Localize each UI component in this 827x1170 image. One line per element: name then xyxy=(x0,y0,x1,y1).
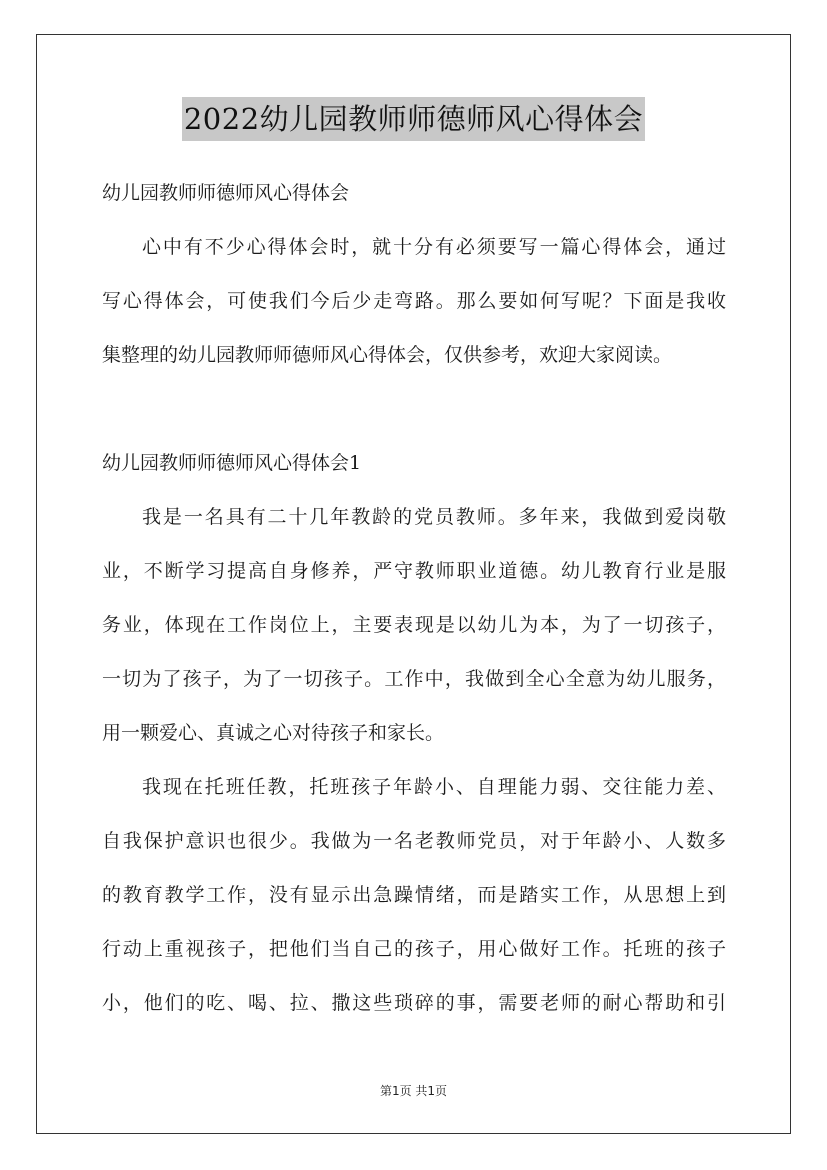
document-body xyxy=(102,170,726,1034)
para2-line: 行动上重视孩子，把他们当自己的孩子，用心做好工作。托班的孩子 xyxy=(102,938,726,960)
para1-line: 我是一名具有二十几年教龄的党员教师。多年来，我做到爱岗敬 xyxy=(142,506,726,528)
intro-line: 心中有不少心得体会时，就十分有必须要写一篇心得体会，通过 xyxy=(142,236,726,258)
page-title: 2022幼儿园教师师德师风心得体会 xyxy=(182,97,645,141)
para1-line: 一切为了孩子，为了一切孩子。工作中，我做到全心全意为幼儿服务， xyxy=(102,668,726,690)
para1-line: 业，不断学习提高自身修养，严守教师职业道德。幼儿教育行业是服 xyxy=(102,560,726,582)
para1-line: 用一颗爱心、真诚之心对待孩子和家长。 xyxy=(102,722,445,744)
page-footer: 第1页 共1页 xyxy=(379,1084,448,1098)
title-container xyxy=(0,97,827,141)
para2-line: 自我保护意识也很少。我做为一名老教师党员，对于年龄小、人数多 xyxy=(102,830,726,852)
para2-line: 的教育教学工作，没有显示出急躁情绪，而是踏实工作，从思想上到 xyxy=(102,884,726,906)
para2-line: 小，他们的吃、喝、拉、撒这些琐碎的事，需要老师的耐心帮助和引 xyxy=(102,992,726,1014)
intro-heading: 幼儿园教师师德师风心得体会 xyxy=(102,182,350,204)
para1-line: 务业，体现在工作岗位上，主要表现是以幼儿为本，为了一切孩子， xyxy=(102,614,726,636)
para2-line: 我现在托班任教，托班孩子年龄小、自理能力弱、交往能力差、 xyxy=(142,776,726,798)
paragraph-gap xyxy=(102,386,726,440)
intro-line: 写心得体会，可使我们今后少走弯路。那么要如何写呢？下面是我收 xyxy=(102,290,726,312)
section-heading: 幼儿园教师师德师风心得体会1 xyxy=(102,452,362,474)
intro-line: 集整理的幼儿园教师师德师风心得体会，仅供参考，欢迎大家阅读。 xyxy=(102,344,673,366)
